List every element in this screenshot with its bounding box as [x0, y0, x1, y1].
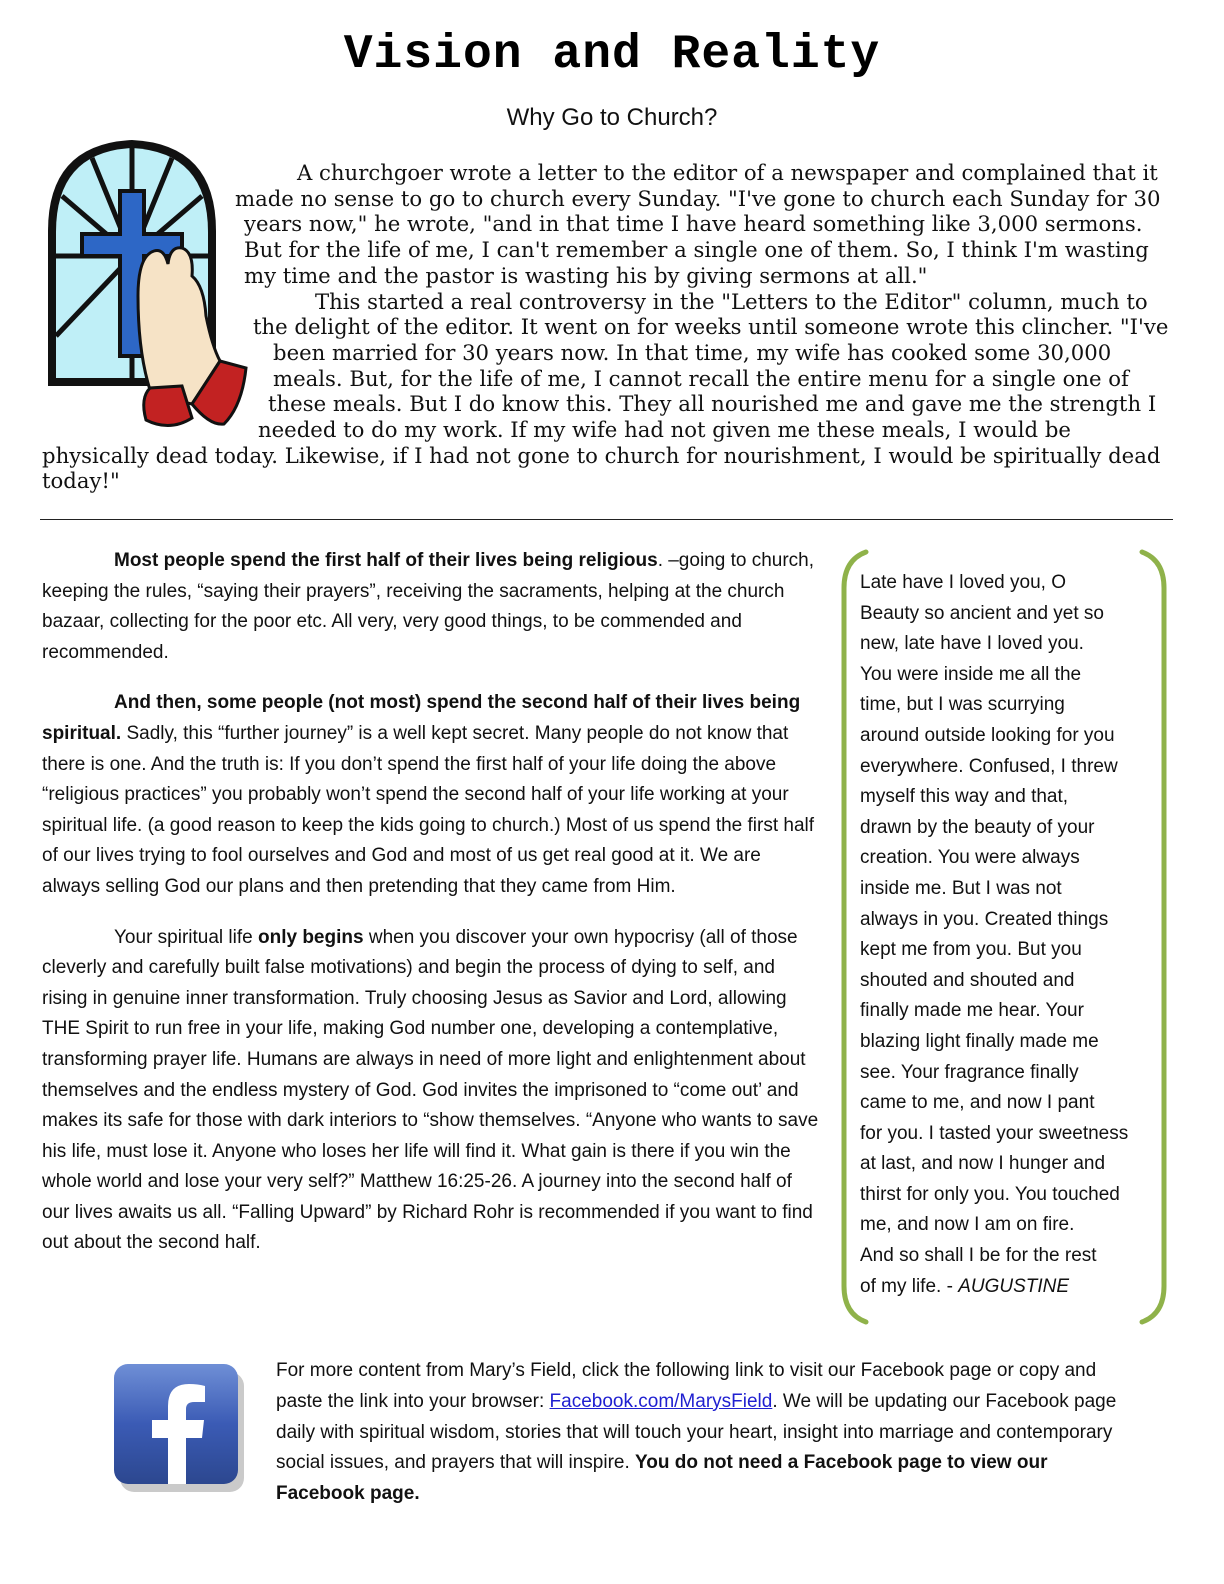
story-line: meals. But, for the life of me, I cannot recall the entire menu for a single one of [273, 366, 1129, 391]
facebook-intro: For more content from Mary’s Field, click the following link to visit our Facebook page or copy and paste the link into your browser: [276, 1360, 1097, 1412]
story-line: A churchgoer wrote a letter to the editor of a newspaper and complained that it [297, 160, 1158, 185]
article-text: Your spiritual life [114, 926, 258, 948]
facebook-promo-text [276, 1356, 1126, 1510]
story-line: today!" [42, 468, 120, 493]
story-line: the delight of the editor. It went on for weeks until someone wrote this clincher. "I've [253, 314, 1169, 339]
story-line: years now," he wrote, "and in that time I have heard something like 3,000 sermons. [244, 211, 1143, 236]
story-line: This started a real controversy in the "Letters to the Editor" column, much to [315, 289, 1148, 314]
main-article [42, 546, 822, 1279]
section-divider [40, 519, 1173, 520]
facebook-logo-icon[interactable] [112, 1362, 246, 1496]
article-text: when you discover your own hypocrisy (all of those cleverly and carefully built false motivations) and begin the process of dying to self, and rising in genuine inner transformation. Truly choosing Jesus as Savior and Lord, allowing THE Spirit to run free in your life, making God number one, developing a contemplative, transforming prayer life. Humans are always in need of more light and enlightenment about themselves and the endless mystery of God. God invites the imprisoned to “come out’ and makes its safe for those with dark interiors to “show themselves. “Anyone who wants to save his life, must lose it. Anyone who loses her life will find it. What gain is there if you win the whole world and lose your very self?” Matthew 16:25-26. A journey into the second half of our lives awaits us all. “Falling Upward” by Richard Rohr is recommended if you want to find out about the second half. [42, 926, 819, 1254]
article-bold-text: only begins [257, 926, 364, 948]
article-text: Sadly, this “further journey” is a well kept secret. Many people do not know that there is one. And the truth is: If you don’t spend the first half of your life doing the above “religious practices” you probably won’t spend the second half of your life working at your spiritual life. (a good reason to keep the kids going to church.) Most of us spend the first half of our lives trying to fool ourselves and God and most of us get real good at it. We are always selling God our plans and then pretending that they came from Him. [42, 722, 815, 897]
quote-body: Late have I loved you, O Beauty so ancient and yet so new, late have I loved you. You were inside me all the time, but I was scurrying around outside looking for you everywhere. Confused, I threw myself this way and that, drawn by the beauty of your creation. You were always inside me. But I was not always in you. Created things kept me from you. But you shouted and shouted and finally made me hear. Your blazing light finally made me see. Your fragrance finally came to me, and now I pant for you. I tasted your sweetness at last, and now I hunger and thirst for only you. You touched me, and now I am on fire. And so shall I be for the rest of my life. - [860, 572, 1129, 1297]
augustine-quote [860, 568, 1152, 1302]
story-line: But for the life of me, I can't remember a single one of them. So, I think I'm wasting [244, 237, 1149, 262]
page-subtitle: Why Go to Church? [506, 104, 718, 131]
story-line: these meals. But I do know this. They all nourished me and gave me the strength I [268, 391, 1157, 416]
story-line: been married for 30 years now. In that time, my wife has cooked some 30,000 [273, 340, 1112, 365]
article-paragraph [42, 688, 822, 902]
facebook-link[interactable]: Facebook.com/MarysField [549, 1390, 773, 1412]
story-line: my time and the pastor is wasting his by giving sermons at all." [244, 263, 928, 288]
article-paragraph [42, 546, 822, 668]
article-bold-text: And then, some people (not most) spend the second half of their lives being spiritual. [42, 692, 801, 744]
quote-author: AUGUSTINE [958, 1275, 1070, 1297]
page-title: Vision and Reality [343, 28, 881, 82]
article-bold-text: Most people spend the first half of their lives being religious [114, 550, 658, 571]
article-paragraph [42, 923, 822, 1260]
story-line: needed to do my work. If my wife had not given me these meals, I would be [258, 417, 1071, 442]
article-text: . –going to church, keeping the rules, “saying their prayers”, receiving the sacraments, helping at the church bazaar, collecting for the poor etc. All very, very good things, to be commended and recommended. [42, 550, 815, 663]
story-line: made no sense to go to church every Sunday. "I've gone to church each Sunday for 30 [235, 186, 1161, 211]
facebook-middle: . We will be updating our Facebook page daily with spiritual wisdom, stories that will touch your heart, insight into marriage and contemporary social issues, and prayers that will inspire. [276, 1390, 1117, 1474]
stained-glass-praying-hands-icon [42, 136, 252, 436]
facebook-bold-note: You do not need a Facebook page to view our Facebook page. [276, 1452, 1048, 1505]
story-line: physically dead today. Likewise, if I had not gone to church for nourishment, I would be spiritually dead [42, 443, 1161, 468]
